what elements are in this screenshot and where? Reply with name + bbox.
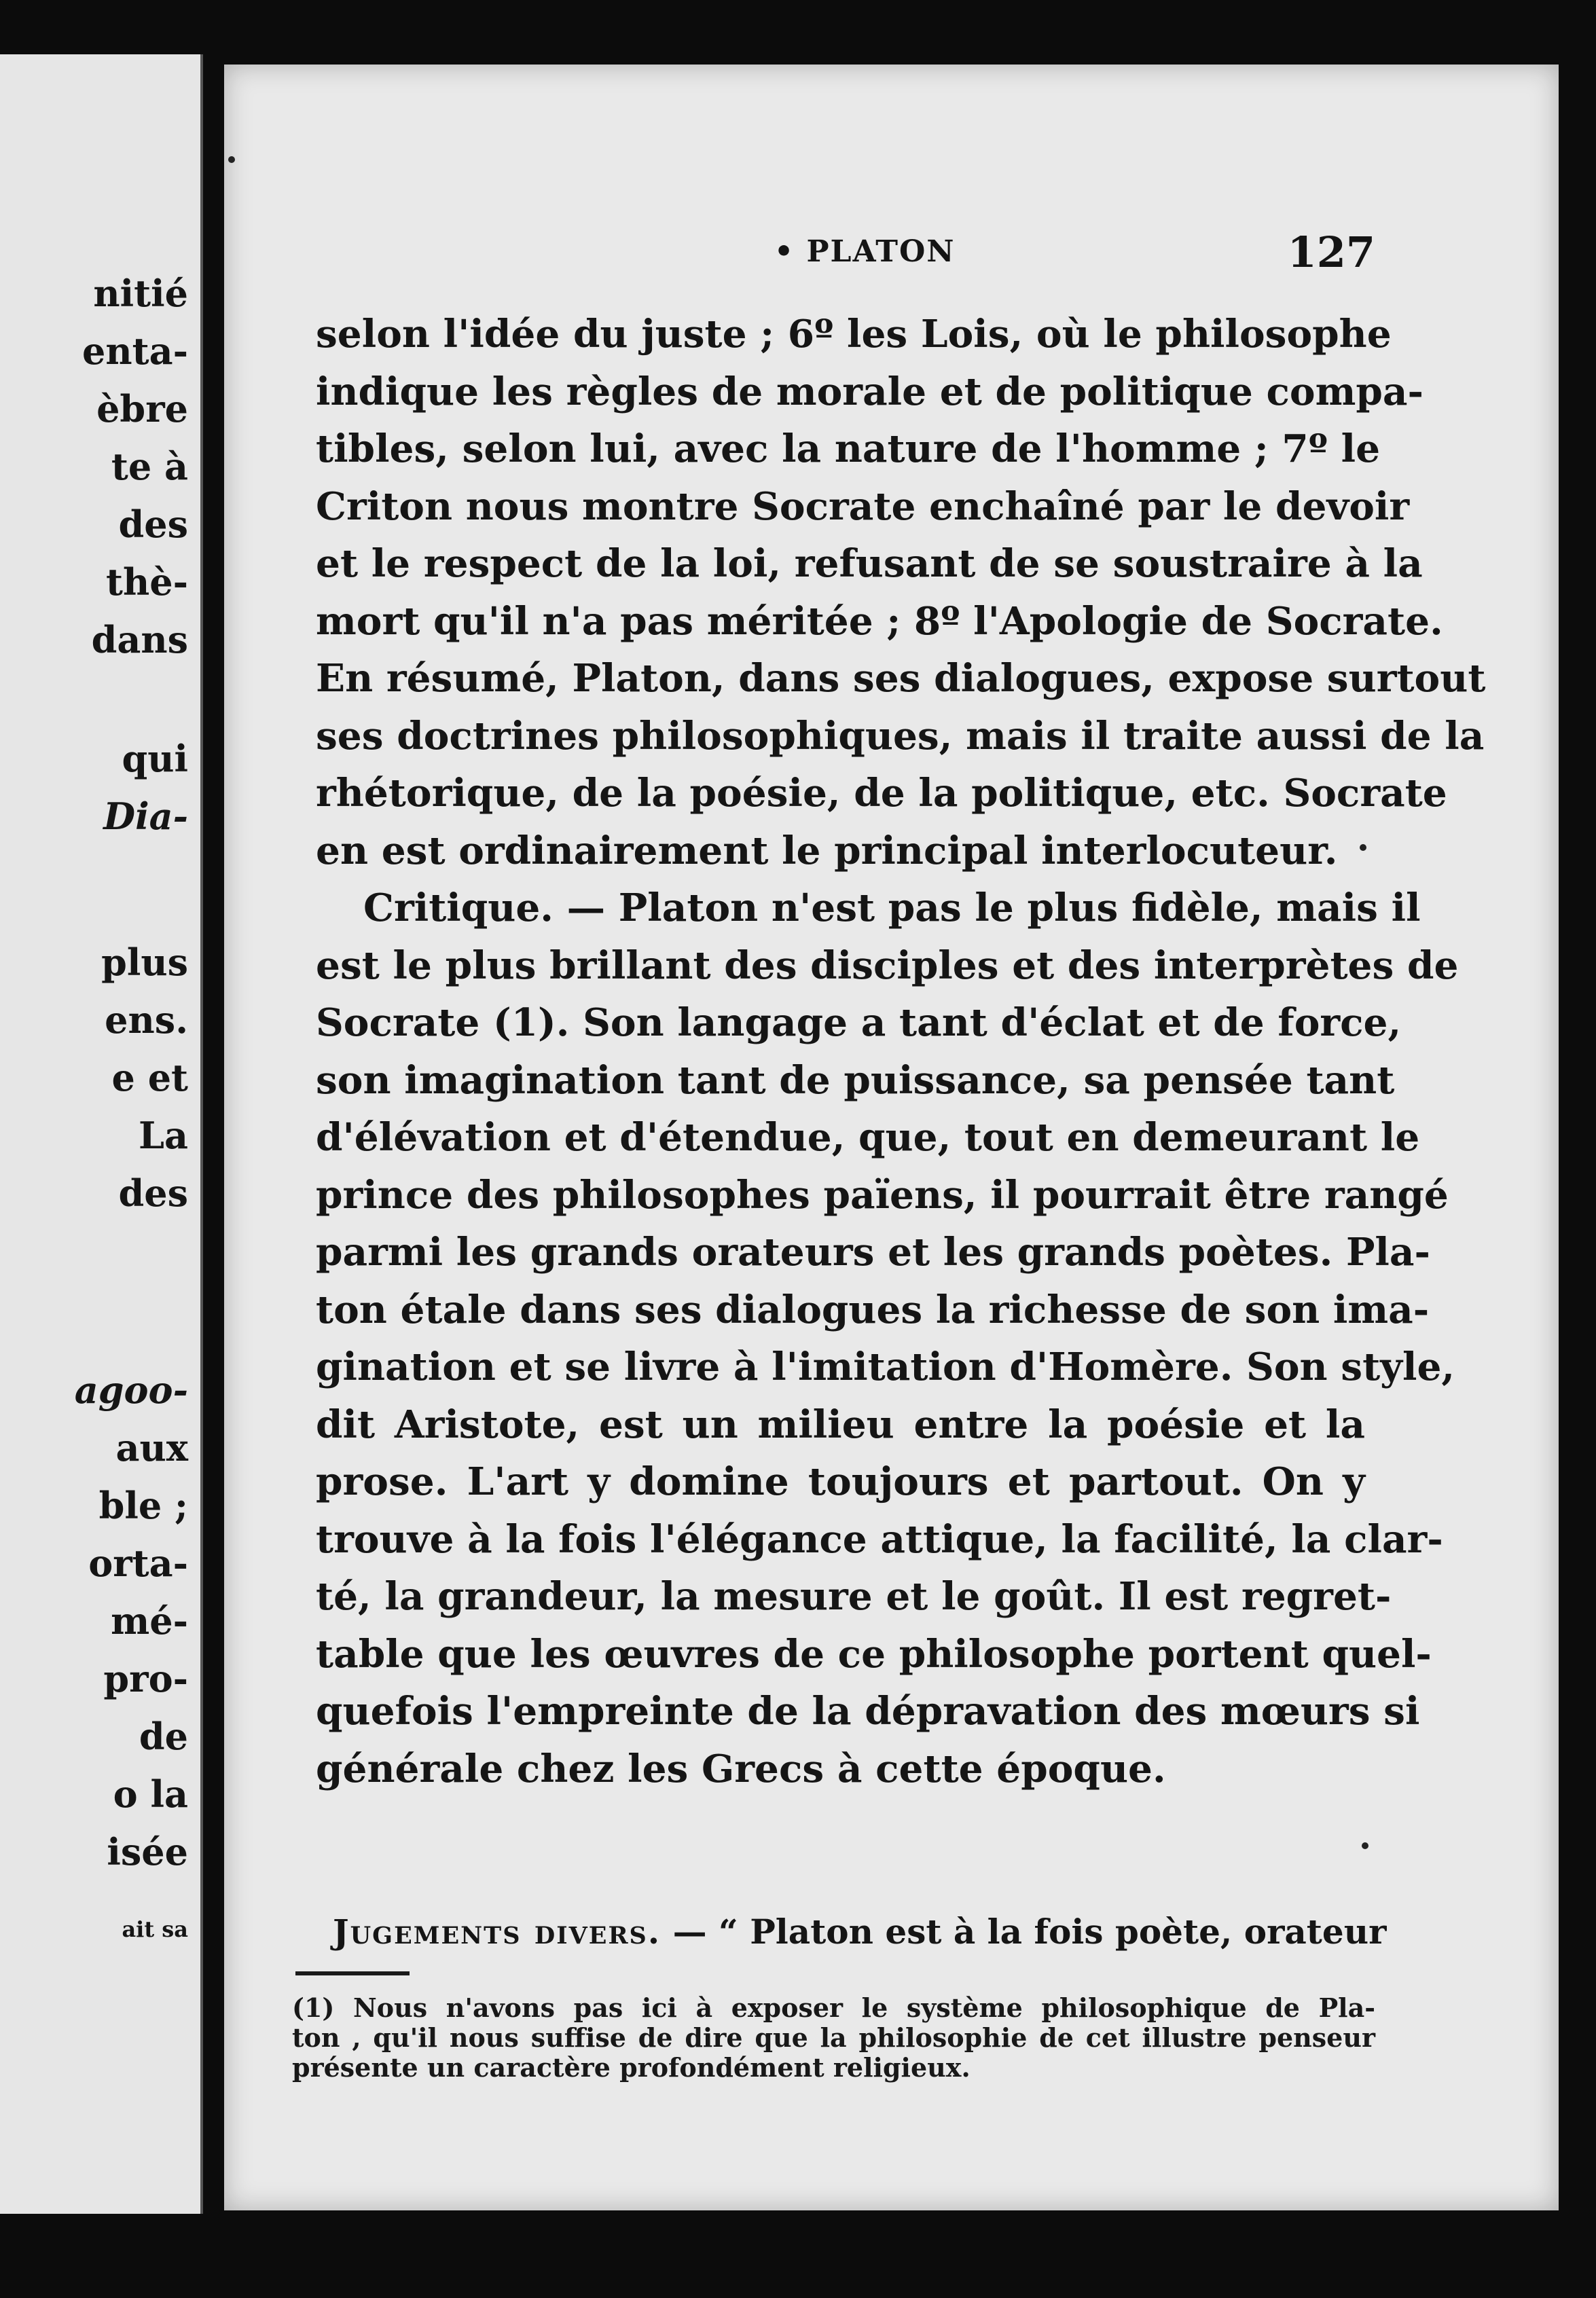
text-line: trouve à la fois l'élégance attique, la facilité, la clar-	[316, 1516, 1443, 1562]
left-page-line: aux	[115, 1426, 188, 1470]
book-page	[224, 65, 1559, 2210]
left-page-line: qui	[122, 737, 188, 780]
text-line: Criton nous montre Socrate enchaîné par le devoir	[316, 484, 1410, 529]
judgements-line	[333, 1912, 1387, 1952]
left-page-line: o la	[113, 1772, 188, 1816]
page-number: 127	[1287, 227, 1375, 277]
left-page-line: te à	[111, 445, 188, 488]
text-line: quefois l'empreinte de la dépravation des mœurs si	[316, 1689, 1420, 1734]
speck	[228, 156, 235, 163]
left-page-line: dans	[91, 618, 188, 661]
judgements-text: — “ Platon est à la fois poète, orateur	[661, 1912, 1387, 1952]
left-page-line: orta-	[88, 1542, 188, 1585]
speck	[1362, 1842, 1368, 1849]
text-line: ses doctrines philosophiques, mais il traite aussi de la	[316, 713, 1485, 759]
left-page-line: e et	[111, 1056, 188, 1099]
running-title: • PLATON	[774, 234, 956, 269]
text-line: table que les œuvres de ce philosophe portent quel-	[316, 1631, 1432, 1677]
text-line: d'élévation et d'étendue, que, tout en demeurant le	[316, 1115, 1420, 1160]
text-line: Socrate (1). Son langage a tant d'éclat et de force,	[316, 1000, 1402, 1045]
left-page-line: de	[139, 1715, 188, 1758]
text-line: mort qu'il n'a pas méritée ; 8º l'Apologie de Socrate.	[316, 598, 1443, 644]
judgements-label: Jugements divers.	[333, 1912, 661, 1952]
text-line: tibles, selon lui, avec la nature de l'homme ; 7º le	[316, 426, 1381, 471]
left-page-line: thè-	[106, 560, 188, 604]
footnote-line: (1) Nous n'avons pas ici à exposer le système philosophique de Pla-	[292, 1992, 1375, 2023]
text-line: ton étale dans ses dialogues la richesse de son ima-	[316, 1287, 1430, 1332]
left-page-line: nitié	[93, 272, 188, 315]
left-page-line: ble ;	[98, 1484, 188, 1527]
text-line: parmi les grands orateurs et les grands poètes. Pla-	[316, 1230, 1430, 1275]
left-page-line: Dia-	[103, 795, 188, 838]
footnote-line: présente un caractère profondément religieux.	[292, 2052, 971, 2083]
text-line: dit Aristote, est un milieu entre la poésie et la	[316, 1402, 1365, 1447]
left-page-line: mé-	[111, 1599, 188, 1643]
text-line: prose. L'art y domine toujours et partout. On y	[316, 1459, 1365, 1504]
left-page-line: èbre	[96, 387, 188, 431]
text-line: rhétorique, de la poésie, de la politique, etc. Socrate	[316, 771, 1447, 816]
text-line: gination et se livre à l'imitation d'Homère. Son style,	[316, 1345, 1455, 1389]
footnote	[292, 1993, 1375, 2083]
text-line: son imagination tant de puissance, sa pensée tant	[316, 1057, 1395, 1103]
text-line: générale chez les Grecs à cette époque.	[316, 1746, 1166, 1791]
left-page-line: agoo-	[74, 1368, 188, 1412]
left-page	[0, 54, 203, 2214]
left-page-line: isée	[107, 1830, 188, 1874]
body-text	[316, 306, 1486, 1798]
text-line: en est ordinairement le principal interlocuteur.	[316, 828, 1338, 873]
left-page-line: ait sa	[122, 1916, 188, 1942]
footnote-line: ton , qu'il nous suffise de dire que la philosophie de cet illustre penseur	[292, 2022, 1375, 2053]
text-line: Critique. — Platon n'est pas le plus fidèle, mais il	[363, 886, 1421, 930]
text-line: En résumé, Platon, dans ses dialogues, expose surtout	[316, 656, 1486, 701]
left-page-line: ens.	[105, 998, 188, 1042]
left-page-line: enta-	[82, 329, 188, 373]
text-line: indique les règles de morale et de politique compa-	[316, 369, 1423, 414]
text-line: prince des philosophes païens, il pourrait être rangé	[316, 1172, 1449, 1218]
text-line: et le respect de la loi, refusant de se soustraire à la	[316, 541, 1423, 586]
left-page-line: des	[118, 1171, 188, 1215]
speck	[1360, 844, 1366, 851]
text-line: est le plus brillant des disciples et des interprètes de	[316, 943, 1459, 988]
footnote-rule	[295, 1971, 410, 1975]
left-page-line: La	[139, 1114, 188, 1157]
text-line: té, la grandeur, la mesure et le goût. Il est regret-	[316, 1574, 1392, 1619]
text-line: selon l'idée du juste ; 6º les Lois, où le philosophe	[316, 312, 1392, 357]
left-page-line: plus	[101, 941, 188, 984]
left-page-line: pro-	[103, 1657, 188, 1700]
left-page-line: des	[118, 503, 188, 546]
